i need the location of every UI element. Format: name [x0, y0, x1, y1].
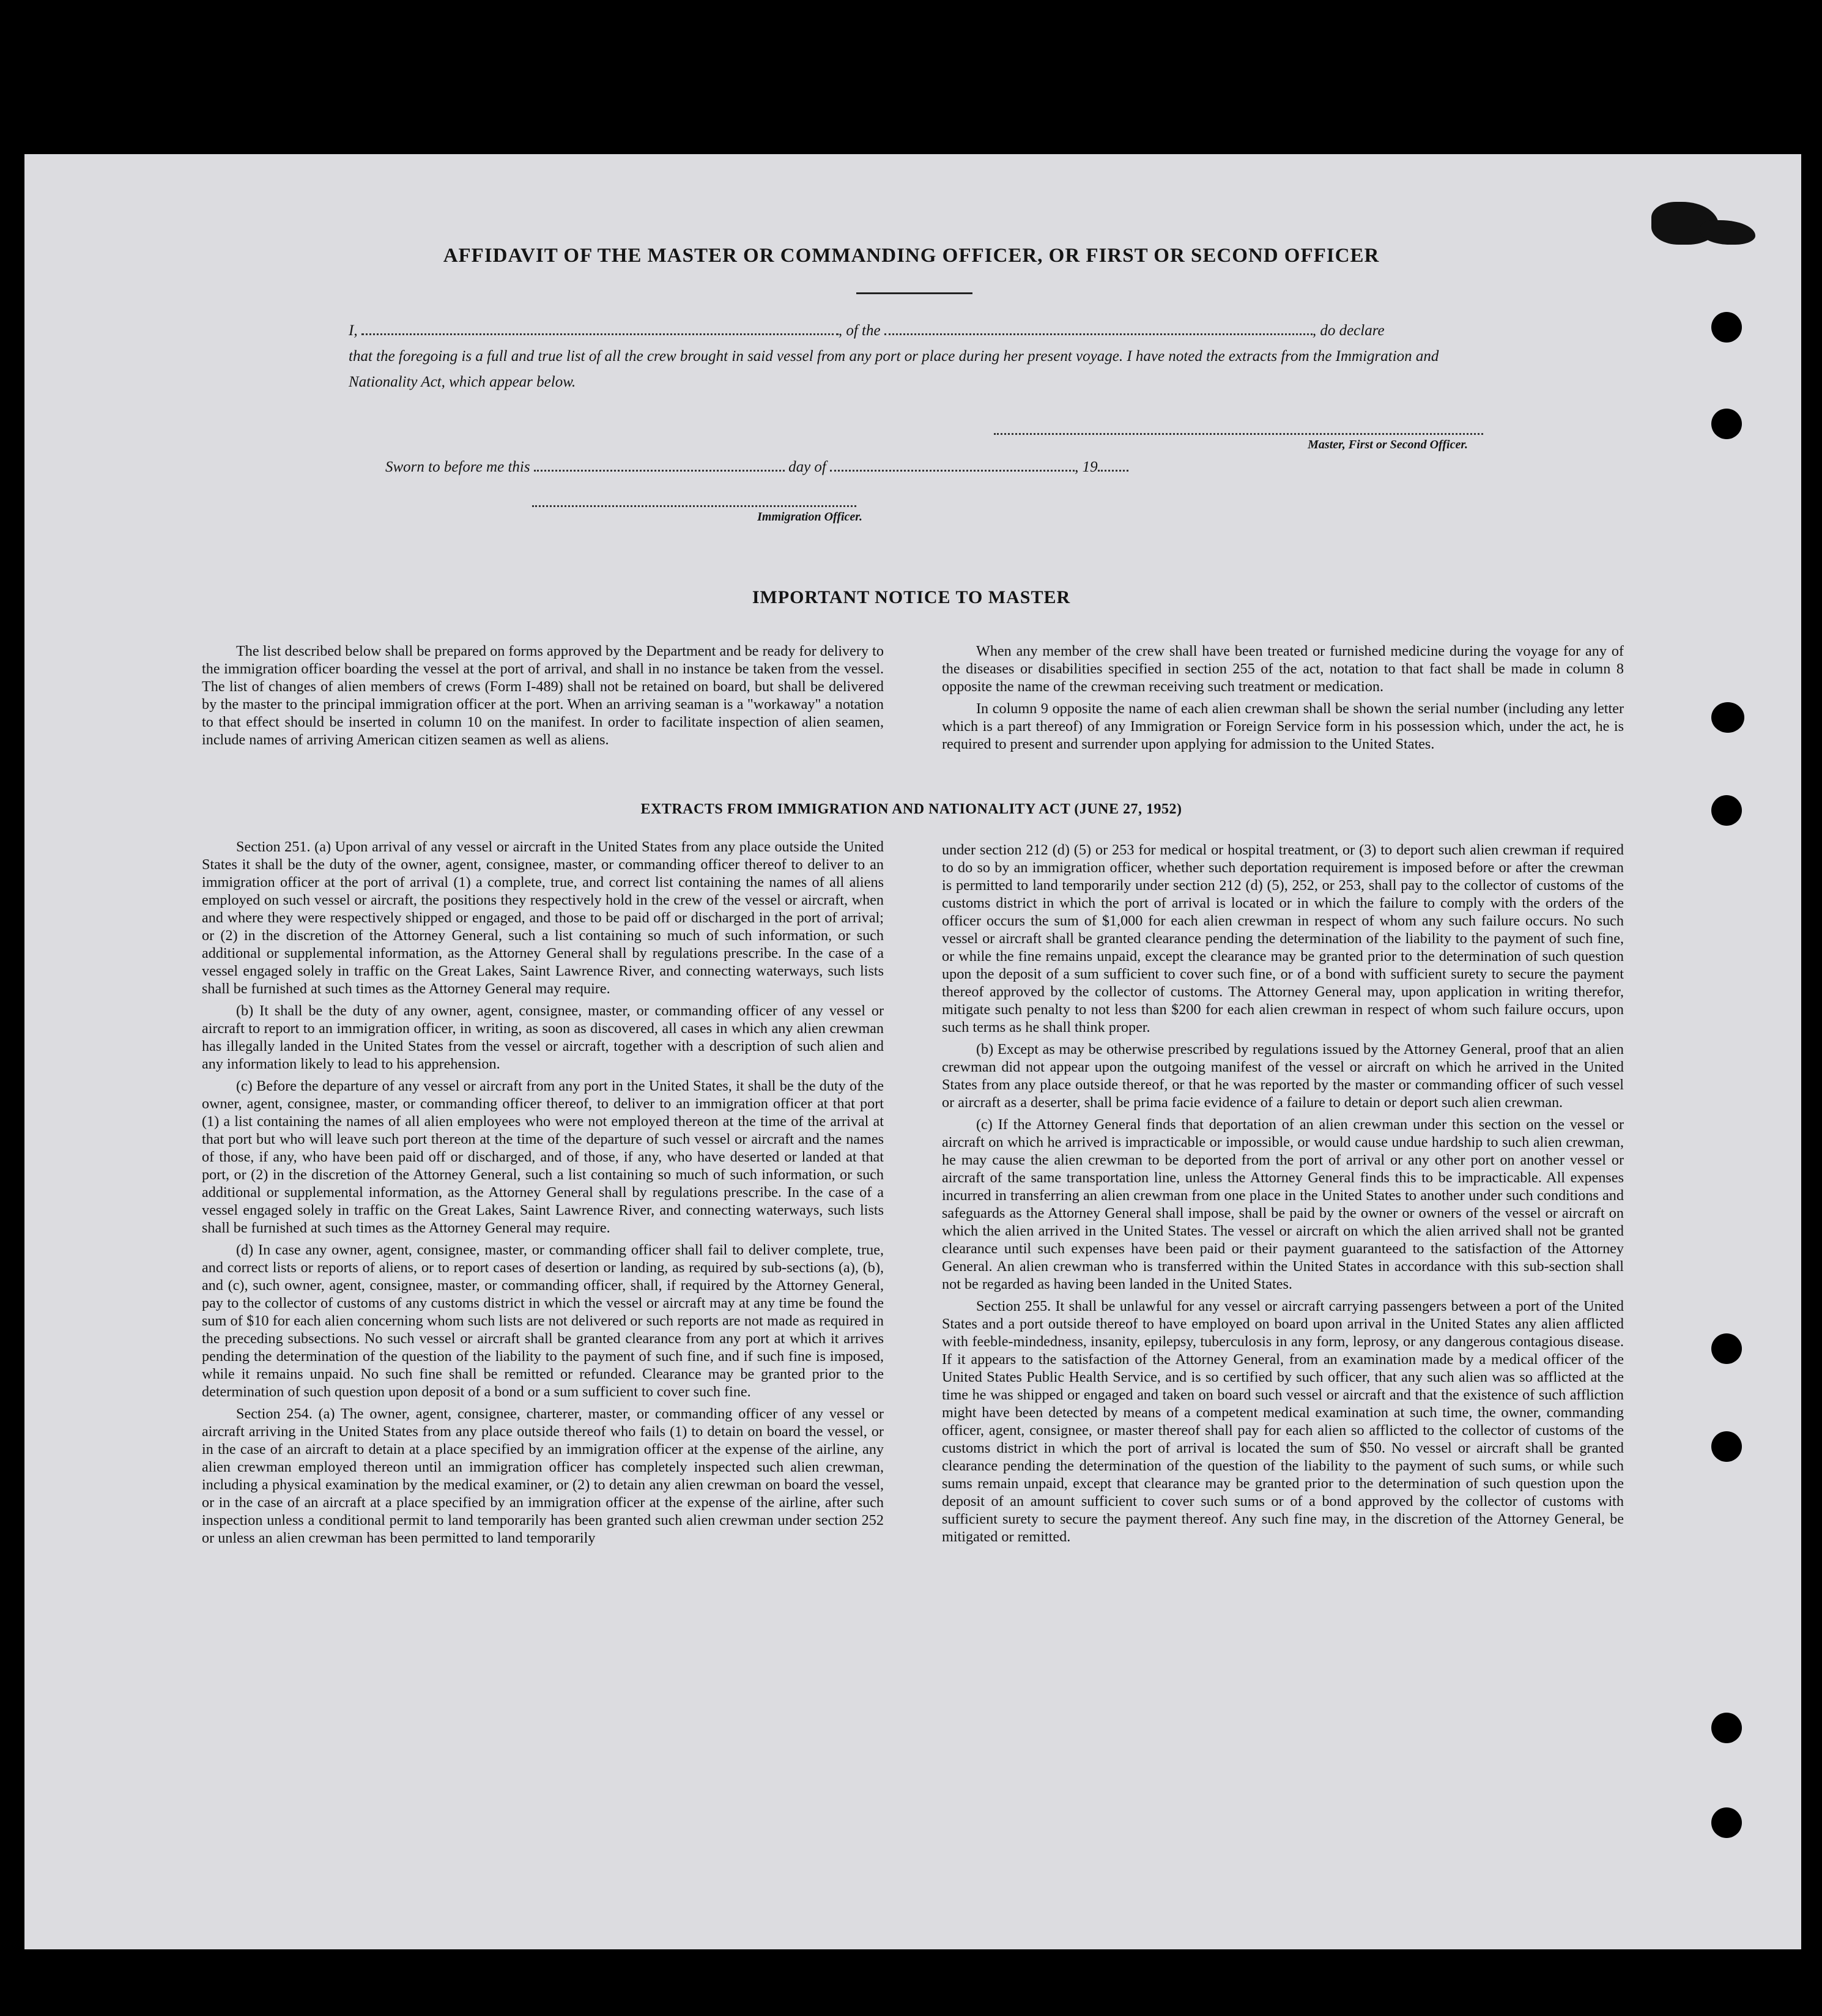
year-label: , 19: [1075, 459, 1098, 475]
of-the-label: , of the: [838, 322, 881, 339]
section-paragraph: (b) Except as may be otherwise prescribed by regulations issued by the Attorney General, proof that an alien crewman did not appear upon the outgoing manifest of the vessel or aircraft on which he arrived in the United States from any place outside thereof, or that he was reported by the master or commanding officer of such vessel or aircraft as a deserter, shall be prima facie evidence of a failure to detain or deport such alien crewman.: [942, 1041, 1624, 1111]
punch-hole: [1711, 1431, 1742, 1462]
punch-hole: [1711, 409, 1742, 439]
immigration-officer-label: Immigration Officer.: [757, 510, 862, 524]
master-signature-label: Master, First or Second Officer.: [1308, 438, 1468, 451]
affidavit-title: AFFIDAVIT OF THE MASTER OR COMMANDING OFFICER, OR FIRST OR SECOND OFFICER: [443, 245, 1380, 267]
sworn-date-field[interactable]: [534, 458, 785, 472]
extracts-right-column: [942, 841, 1624, 1550]
immigration-officer-signature-field[interactable]: [532, 505, 856, 507]
section-paragraph: Section 255. It shall be unlawful for any vessel or aircraft carrying passengers between a port of the United States and a port outside thereof to have employed on board upon arrival in the United States any alien afflicted with feeble-mindedness, insanity, epilepsy, tuberculosis in any form, leprosy, or any dangerous contagious disease. If it appears to the satisfaction of the Attorney General, from an examination made by a medical officer of the United States Public Health Service, and is so certified by such officer, that any such alien was so afflicted at the time he was shipped or engaged and taken on board such vessel or aircraft and that the existence of such affliction might have been detected by means of a competent medical examination at such time, the owner, commanding officer, agent, consignee, or master thereof shall pay for each alien so afflicted to the collector of customs of the customs district in which the port of arrival is located the sum of $50. No vessel or aircraft shall be granted clearance pending the determination of the question of the liability to the payment of such sums, or while such sums remain unpaid, except that clearance may be granted prior to the determination of such question upon the deposit of an amount sufficient to cover such sums or of a bond approved by the collector of customs with sufficient surety to secure the payment thereof. Any such fine may, in the discretion of the Attorney General, be mitigated or remitted.: [942, 1298, 1624, 1545]
punch-hole: [1711, 1713, 1742, 1743]
punch-hole: [1711, 795, 1742, 826]
sworn-line: [385, 458, 1128, 476]
extracts-title: EXTRACTS FROM IMMIGRATION AND NATIONALITY ACT (JUNE 27, 1952): [640, 801, 1182, 817]
extracts-left-column: [202, 838, 884, 1551]
declaration-line-1: [349, 318, 1480, 344]
sworn-year-field[interactable]: [1098, 458, 1128, 472]
i-label: I,: [349, 322, 358, 339]
section-paragraph: (c) If the Attorney General finds that deportation of an alien crewman under this section on the vessel or aircraft on which he arrived is impracticable or impossible, or would cause undue hardship to such alien crewman, he may cause the alien crewman to be deported from the port of arrival or any other port on another vessel or aircraft of the same transportation line, unless the Attorney General finds this to be impracticable. All expenses incurred in transferring an alien crewman from one place in the United States to another under such conditions and safeguards as the Attorney General shall impose, shall be paid by the owner or owners of the vessel or aircraft on which the alien arrived in the United States. The vessel or aircraft on which the alien arrived shall not be granted clearance until such expenses have been paid or their payment guaranteed to the satisfaction of the Attorney General. An alien crewman who is transferred within the United States in accordance with this sub-section shall not be regarded as having been landed in the United States.: [942, 1116, 1624, 1292]
section-paragraph: (c) Before the departure of any vessel or aircraft from any port in the United States, it shall be the duty of the owner, agent, consignee, master, or commanding officer thereof, to deliver to an immigration officer at that port (1) a list containing the names of all alien employees who were not employed thereon at the time of the arrival at that port but who will leave such port thereon at the time of the departure of such vessel or aircraft and the names of those, if any, who have been paid off or discharged, and of those, if any, who have deserted or landed at that port, or (2) in the discretion of the Attorney General, such a list containing so much of such information, or such additional or supplemental information, as the Attorney General shall by regulations prescribe. In the case of a vessel engaged solely in traffic on the Great Lakes, Saint Lawrence River, and connecting waterways, such lists shall be furnished at such times as the Attorney General may require.: [202, 1078, 884, 1236]
punch-hole: [1711, 702, 1744, 733]
punch-hole: [1711, 312, 1742, 343]
punch-hole: [1711, 1807, 1742, 1838]
section-paragraph: Section 251. (a) Upon arrival of any vessel or aircraft in the United States from any place outside the United States it shall be the duty of the owner, agent, consignee, master, or commanding officer thereof to deliver to an immigration officer at the port of arrival (1) a complete, true, and correct list containing the names of all aliens employed on such vessel or aircraft, the positions they respectively hold in the crew of the vessel or aircraft, when and where they were respectively shipped or engaged, and those to be paid off or discharged in the port of arrival; or (2) in the discretion of the Attorney General, such a list containing so much of such information, or such additional or supplemental information, as the Attorney General shall by regulations prescribe. In the case of a vessel engaged solely in traffic on the Great Lakes, Saint Lawrence River, and connecting waterways, such lists shall be furnished at such times as the Attorney General may require.: [202, 839, 884, 997]
vessel-field[interactable]: [884, 321, 1313, 335]
name-field[interactable]: [361, 321, 839, 335]
notice-paragraph: When any member of the crew shall have been treated or furnished medicine during the voyage for any of the diseases or disabilities specified in section 255 of the act, notation to that fact shall be made in column 8 opposite the name of the crewman receiving such treatment or medication.: [942, 643, 1624, 695]
notice-left-column: [202, 642, 884, 753]
do-declare-label: , do declare: [1312, 322, 1385, 339]
master-signature-field[interactable]: [994, 433, 1483, 435]
notice-paragraph: The list described below shall be prepared on forms approved by the Department and be ready for delivery to the immigration officer boarding the vessel at the port of arrival, and shall in no instance be taken from the vessel. The list of changes of alien members of crews (Form I-489) shall not be retained on board, but shall be delivered by the master to the principal immigration officer at the port. When an arriving seaman is a "workaway" a notation to that effect should be inserted in column 10 on the manifest. In order to facilitate inspection of alien seamen, include names of arriving American citizen seamen as well as aliens.: [202, 643, 884, 748]
declaration-statement: that the foregoing is a full and true list of all the crew brought in said vessel from any port or place during her present voyage. I have noted the extracts from the Immigration and Nationality Act, which appear below.: [349, 348, 1439, 390]
sworn-label: Sworn to before me this: [385, 459, 530, 475]
title-rule: [856, 292, 972, 294]
section-paragraph: Section 254. (a) The owner, agent, consignee, charterer, master, or commanding officer of any vessel or aircraft arriving in the United States from any place outside thereof who fails (1) to detain on board the vessel, or in the case of an aircraft to detain at a place specified by an immigration officer at the expense of the airline, any alien crewman employed thereon until an immigration officer has completely inspected such alien crewman, including a physical examination by the medical examiner, or (2) to detain any alien crewman on board the vessel, or in the case of an aircraft at a place specified by an immigration officer at the expense of the airline, after such inspection unless a conditional permit to land temporarily has been granted such alien crewman under section 252 or unless an alien crewman has been permitted to land temporarily: [202, 1406, 884, 1546]
notice-paragraph: In column 9 opposite the name of each alien crewman shall be shown the serial number (including any letter which is a part thereof) of any Immigration or Foreign Service form in his possession which, under the act, he is required to present and surrender upon applying for admission to the United States.: [942, 700, 1624, 752]
notice-right-column: [942, 642, 1624, 757]
sworn-month-field[interactable]: [830, 458, 1075, 472]
section-paragraph: (b) It shall be the duty of any owner, agent, consignee, master, or commanding officer of any vessel or aircraft to report to an immigration officer, in writing, as soon as discovered, all cases in which any alien crewman has illegally landed in the United States from the vessel or aircraft, together with a description of such alien and any information likely to lead to his apprehension.: [202, 1002, 884, 1072]
day-of-label: day of: [788, 459, 826, 475]
notice-title: IMPORTANT NOTICE TO MASTER: [752, 587, 1071, 607]
affidavit-declaration: [349, 318, 1480, 395]
section-paragraph: (d) In case any owner, agent, consignee, master, or commanding officer shall fail to deliver complete, true, and correct lists or reports of aliens, or to report cases of desertion or landing, as required by sub-sections (a), (b), and (c), such owner, agent, consignee, master, or commanding officer, shall, if required by the Attorney General, pay to the collector of customs of any customs district in which the vessel or aircraft may at any time be found the sum of $10 for each alien concerning whom such lists are not delivered or such reports are not made as required in the preceding subsections. No such vessel or aircraft shall be granted clearance from any port at which it arrives pending the determination of the question of the liability to the payment of such fine, and if such fine is imposed, while it remains unpaid. No such fine shall be remitted or refunded. Clearance may be granted prior to the determination of such question upon deposit of a bond or a sum sufficient to cover such fine.: [202, 1242, 884, 1400]
section-paragraph: under section 212 (d) (5) or 253 for medical or hospital treatment, or (3) to deport such alien crewman if required to do so by an immigration officer, whether such deportation requirement is imposed before or after the crewman is permitted to land temporarily under section 212 (d) (5), 252, or 253, shall pay to the collector of customs of the customs district in which the port of arrival is located or in which the failure to comply with the orders of the officer occurs the sum of $1,000 for each alien crewman in respect of whom any such failure occurs. No such vessel or aircraft shall be granted clearance pending the determination of the liability to the payment of such fine, or while the fine remains unpaid, except the clearance may be granted prior to the determination of such question upon the deposit of a sum sufficient to cover such fine, or of a bond with sufficient surety to secure the payment thereof approved by the collector of customs. The Attorney General may, upon application in writing therefor, mitigate such penalty to not less than $200 for each alien crewman in respect of whom such failure occurs, upon such terms as he shall think proper.: [942, 842, 1624, 1036]
punch-hole: [1711, 1333, 1742, 1364]
